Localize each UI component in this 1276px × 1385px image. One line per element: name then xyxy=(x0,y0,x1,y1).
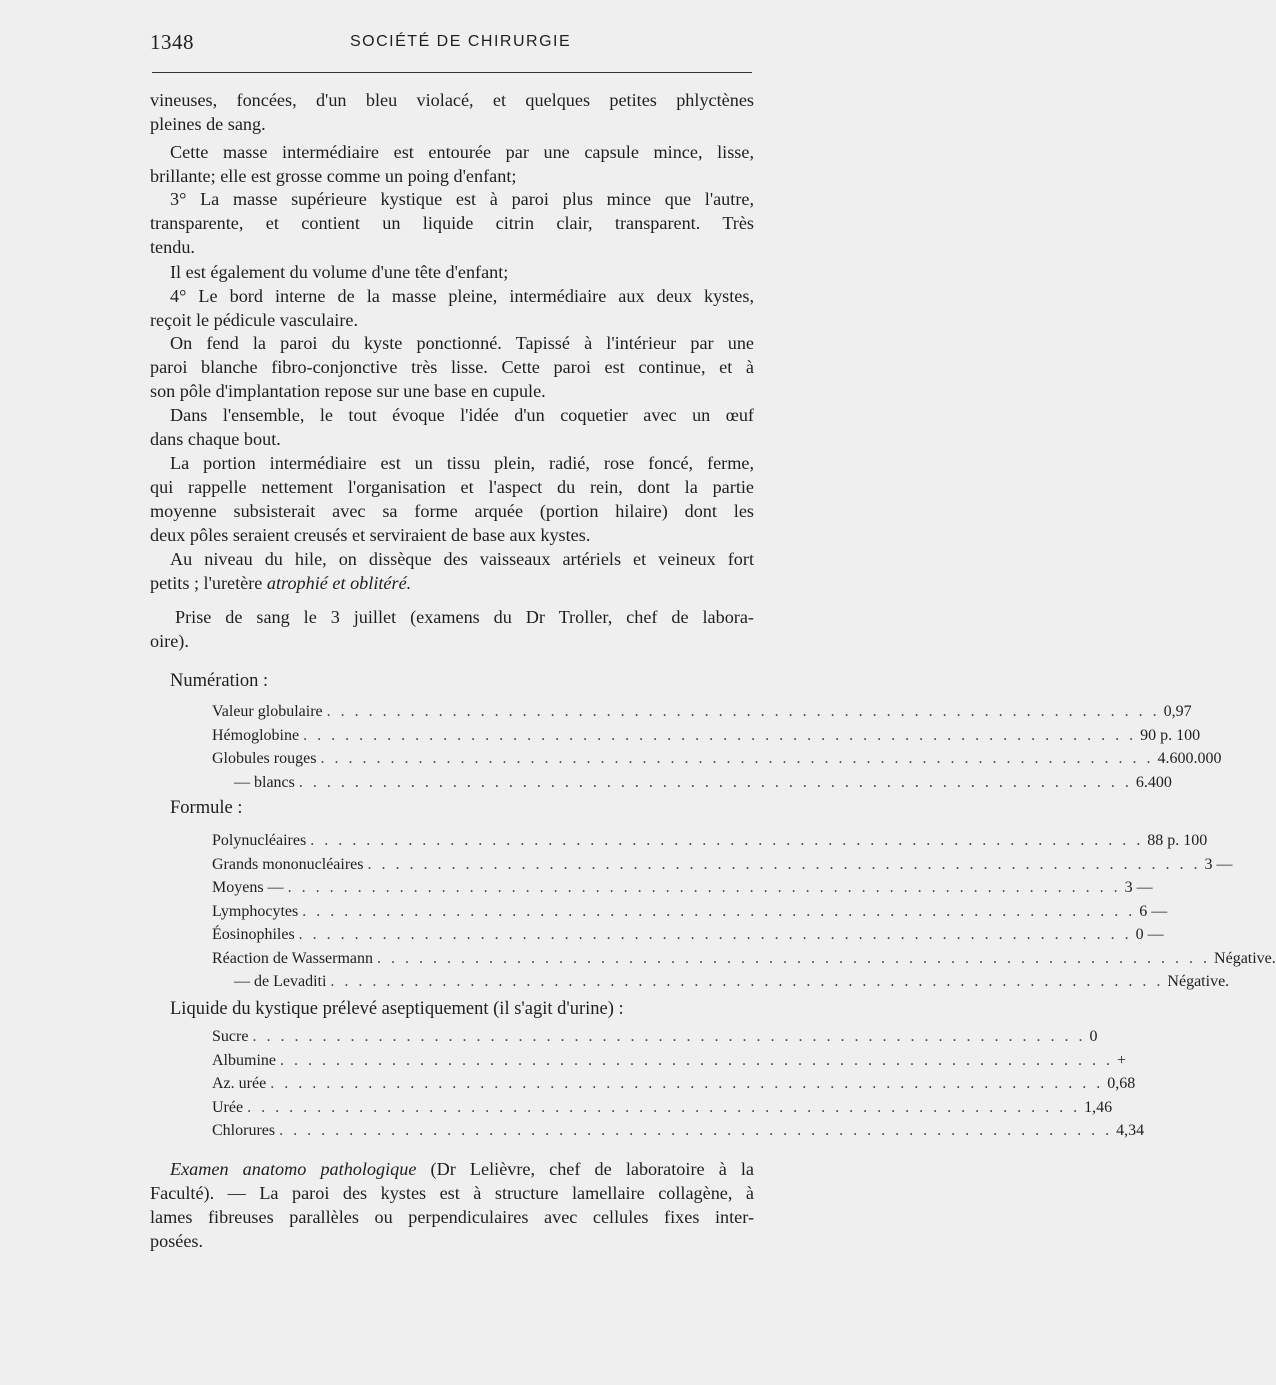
blood-sample-line-2: oire). xyxy=(150,631,189,651)
paragraph xyxy=(150,331,754,403)
paragraph xyxy=(150,547,754,595)
row-value: 0,97 xyxy=(1163,703,1192,720)
row-label: Réaction de Wassermann xyxy=(212,949,374,967)
examen-paragraph xyxy=(150,1157,754,1253)
paragraph-line: reçoit le pédicule vasculaire. xyxy=(150,310,359,330)
dot-leader: . . . . . . . . . . . . . . . . . . . . . . . . . . . . . . . . . . . . . . . . . . . . . . . . . . . . . . . . . . . . xyxy=(310,832,1144,849)
dot-leader: . . . . . . . . . . . . . . . . . . . . . . . . . . . . . . . . . . . . . . . . . . . . . . . . . . . . . . . . . . . . xyxy=(377,949,1211,967)
paragraph-line: On fend la paroi du kyste ponctionné. Tapissé à l'intérieur par une xyxy=(170,333,754,353)
dot-leader: . . . . . . . . . . . . . . . . . . . . . . . . . . . . . . . . . . . . . . . . . . . . . . . . . . . . . . . . . . . . xyxy=(298,773,1132,791)
examen-lead: Examen anatomo pathologique xyxy=(170,1159,417,1179)
paragraph xyxy=(150,451,754,547)
paragraph-line: Dans l'ensemble, le tout évoque l'idée d'un coquetier avec un œuf xyxy=(170,405,754,425)
paragraph xyxy=(150,140,754,188)
table-row xyxy=(212,750,1222,772)
paragraph-line: pleines de sang. xyxy=(150,114,266,134)
page-header xyxy=(150,30,753,56)
dot-leader: . . . . . . . . . . . . . . . . . . . . . . . . . . . . . . . . . . . . . . . . . . . . . . . . . . . . . . . . . . . . xyxy=(298,926,1132,943)
paragraph-line: paroi blanche fibro-conjonctive très lisse. Cette paroi est continue, et à xyxy=(150,357,754,377)
dot-leader: . . . . . . . . . . . . . . . . . . . . . . . . . . . . . . . . . . . . . . . . . . . . . . . . . . . . . . . . . . . . xyxy=(280,1051,1113,1069)
dot-leader: . . . . . . . . . . . . . . . . . . . . . . . . . . . . . . . . . . . . . . . . . . . . . . . . . . . . . . . . . . . . xyxy=(247,1098,1081,1116)
page-number: 1348 xyxy=(150,30,194,54)
table-row xyxy=(212,1075,1136,1097)
paragraph-line: deux pôles seraient creusés et serviraient de base aux kystes. xyxy=(150,525,591,545)
dot-leader: . . . . . . . . . . . . . . . . . . . . . . . . . . . . . . . . . . . . . . . . . . . . . . . . . . . . . . . . . . . . xyxy=(330,973,1164,990)
paragraph-line: son pôle d'implantation repose sur une base en cupule. xyxy=(150,381,546,401)
table-row xyxy=(212,949,1276,972)
row-label: Lymphocytes xyxy=(212,902,299,920)
row-label: Sucre xyxy=(212,1028,249,1045)
dot-leader: . . . . . . . . . . . . . . . . . . . . . . . . . . . . . . . . . . . . . . . . . . . . . . . . . . . . . . . . . . . . xyxy=(302,902,1136,920)
examen-line-3: lames fibreuses parallèles ou perpendiculaires avec cellules fixes inter- xyxy=(150,1207,754,1227)
row-label: Chlorures xyxy=(212,1122,276,1139)
blood-sample-paragraph xyxy=(150,605,754,653)
dot-leader: . . . . . . . . . . . . . . . . . . . . . . . . . . . . . . . . . . . . . . . . . . . . . . . . . . . . . . . . . . . . xyxy=(303,726,1137,744)
paragraph-line: 3° La masse supérieure kystique est à paroi plus mince que l'autre, xyxy=(170,189,754,209)
paragraph xyxy=(150,284,754,332)
row-value: 0 — xyxy=(1135,926,1164,943)
paragraph-line: La portion intermédiaire est un tissu plein, radié, rose foncé, ferme, xyxy=(170,453,754,473)
row-label: — de Levaditi xyxy=(234,973,327,990)
row-label: — blancs xyxy=(234,773,295,791)
examen-line-1-rest: (Dr Lelièvre, chef de laboratoire à la xyxy=(430,1159,755,1179)
row-label: Hémoglobine xyxy=(212,726,300,744)
paragraph-line: tendu. xyxy=(150,237,195,257)
row-value: 1,46 xyxy=(1084,1098,1113,1116)
row-label: Urée xyxy=(212,1098,244,1116)
row-label: Az. urée xyxy=(212,1075,267,1092)
row-label: Polynucléaires xyxy=(212,832,307,849)
dot-leader: . . . . . . . . . . . . . . . . . . . . . . . . . . . . . . . . . . . . . . . . . . . . . . . . . . . . . . . . . . . . xyxy=(252,1028,1086,1045)
running-head: SOCIÉTÉ DE CHIRURGIE xyxy=(350,33,572,50)
row-label: Éosinophiles xyxy=(212,926,295,943)
paragraph-line: dans chaque bout. xyxy=(150,429,281,449)
table-row xyxy=(212,1028,1098,1050)
dot-leader: . . . . . . . . . . . . . . . . . . . . . . . . . . . . . . . . . . . . . . . . . . . . . . . . . . . . . . . . . . . . xyxy=(270,1075,1104,1092)
row-value: 3 — xyxy=(1204,855,1233,873)
row-value: 4,34 xyxy=(1116,1122,1145,1139)
row-label: Moyens — xyxy=(212,879,284,896)
table-row xyxy=(212,1122,1145,1144)
table-row xyxy=(212,773,1172,796)
table-row xyxy=(212,879,1153,901)
row-value: 90 p. 100 xyxy=(1140,726,1201,744)
row-value: 0,68 xyxy=(1107,1075,1136,1092)
row-label: Valeur globulaire xyxy=(212,703,323,720)
row-value: 6.400 xyxy=(1135,773,1172,791)
row-value: 6 — xyxy=(1139,902,1168,920)
dot-leader: . . . . . . . . . . . . . . . . . . . . . . . . . . . . . . . . . . . . . . . . . . . . . . . . . . . . . . . . . . . . xyxy=(287,879,1121,896)
table-row xyxy=(212,1051,1127,1074)
row-value: 4.600.000 xyxy=(1157,750,1222,767)
row-label: Albumine xyxy=(212,1051,276,1069)
paragraph-line: Au niveau du hile, on dissèque des vaisseaux artériels et veineux fort xyxy=(170,549,754,569)
paragraph-line: brillante; elle est grosse comme un poing d'enfant; xyxy=(150,166,517,186)
paragraph-line: petits ; l'uretère atrophié et oblitéré. xyxy=(150,573,412,593)
row-value: 0 xyxy=(1089,1028,1098,1045)
table-row xyxy=(212,703,1192,725)
italic-text: atrophié et oblitéré. xyxy=(262,573,412,593)
paragraph-line: Il est également du volume d'une tête d'enfant; xyxy=(170,262,509,282)
examen-line-2: Faculté). — La paroi des kystes est à structure lamellaire collagène, à xyxy=(150,1183,754,1203)
table-row xyxy=(212,926,1164,948)
dot-leader: . . . . . . . . . . . . . . . . . . . . . . . . . . . . . . . . . . . . . . . . . . . . . . . . . . . . . . . . . . . . xyxy=(320,750,1154,767)
table-row xyxy=(212,855,1233,878)
header-rule xyxy=(152,72,752,73)
liquide-title: Liquide du kystique prélevé aseptiquement (il s'agit d'urine) : xyxy=(170,999,624,1019)
paragraph-line: Cette masse intermédiaire est entourée par une capsule mince, lisse, xyxy=(170,142,754,162)
row-value: 3 — xyxy=(1124,879,1153,896)
paragraph xyxy=(150,187,754,259)
row-value: 88 p. 100 xyxy=(1147,832,1208,849)
paragraph-line: transparente, et contient un liquide citrin clair, transparent. Très xyxy=(150,213,754,233)
formule-title: Formule : xyxy=(170,798,243,818)
paragraph-line: vineuses, foncées, d'un bleu violacé, et quelques petites phlyctènes xyxy=(150,90,754,110)
paragraph-line: 4° Le bord interne de la masse pleine, intermédiaire aux deux kystes, xyxy=(170,286,754,306)
blood-sample-line-1: Prise de sang le 3 juillet (examens du Dr Troller, chef de labora- xyxy=(175,607,754,627)
paragraph xyxy=(150,403,754,451)
row-label: Globules rouges xyxy=(212,750,317,767)
paragraph xyxy=(150,88,754,136)
row-label: Grands mononucléaires xyxy=(212,855,364,873)
row-value: + xyxy=(1117,1051,1127,1069)
dot-leader: . . . . . . . . . . . . . . . . . . . . . . . . . . . . . . . . . . . . . . . . . . . . . . . . . . . . . . . . . . . . xyxy=(326,703,1160,720)
table-row xyxy=(212,902,1168,925)
paragraph-line: moyenne subsisterait avec sa forme arquée (portion hilaire) dont les xyxy=(150,501,754,521)
paragraph xyxy=(150,260,754,284)
table-row xyxy=(212,973,1230,995)
dot-leader: . . . . . . . . . . . . . . . . . . . . . . . . . . . . . . . . . . . . . . . . . . . . . . . . . . . . . . . . . . . . xyxy=(367,855,1201,873)
row-value: Négative. xyxy=(1167,973,1230,990)
table-row xyxy=(212,726,1201,749)
paragraph-line: qui rappelle nettement l'organisation et l'aspect du rein, dont la partie xyxy=(150,477,754,497)
table-row xyxy=(212,832,1208,854)
row-value: Négative. xyxy=(1214,949,1276,967)
examen-line-4: posées. xyxy=(150,1231,204,1251)
numeration-title: Numération : xyxy=(170,671,269,691)
dot-leader: . . . . . . . . . . . . . . . . . . . . . . . . . . . . . . . . . . . . . . . . . . . . . . . . . . . . . . . . . . . . xyxy=(279,1122,1113,1139)
table-row xyxy=(212,1098,1113,1121)
examen-line-1 xyxy=(150,1157,754,1181)
